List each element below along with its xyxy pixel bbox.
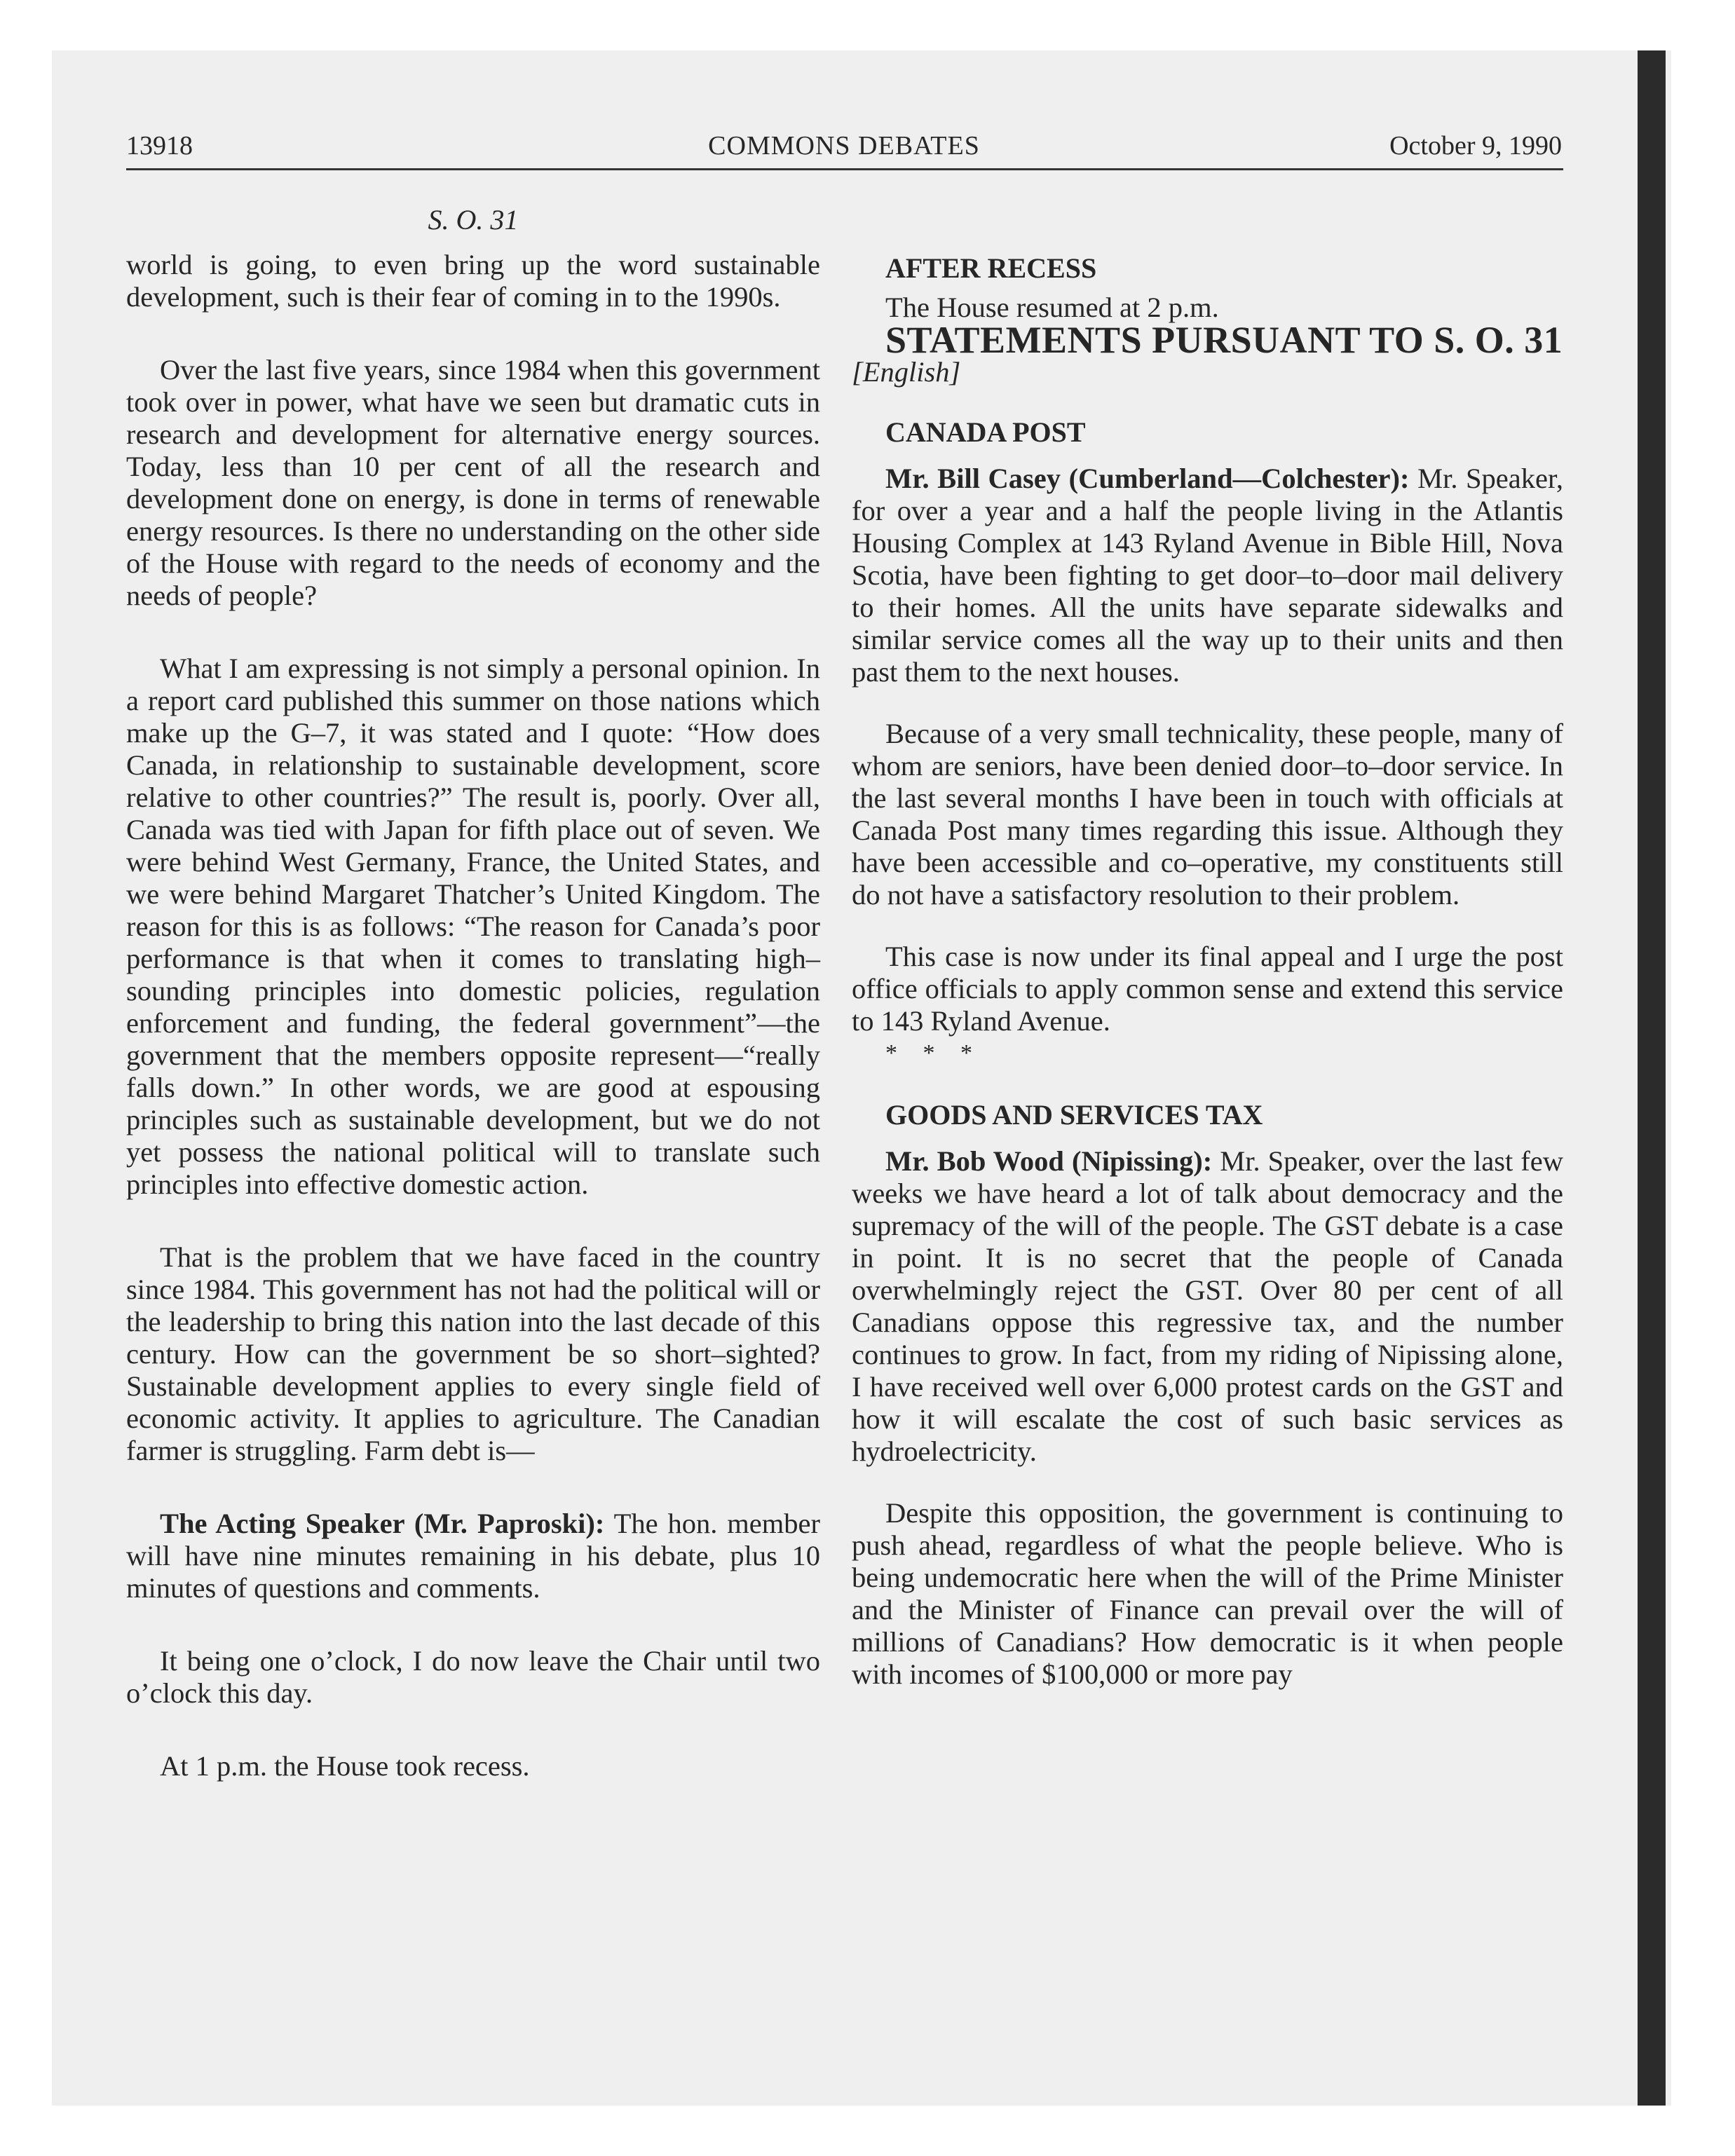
page-number: 13918 xyxy=(126,131,193,161)
section-label: S. O. 31 xyxy=(428,204,519,236)
paragraph-text: The hon. member will have nine minutes remaining in his debate, plus 10 minutes of questions and comments. xyxy=(126,1508,820,1604)
header-rule xyxy=(126,168,1563,170)
publication-title: COMMONS DEBATES xyxy=(708,131,980,161)
page-date: October 9, 1990 xyxy=(1389,131,1562,161)
paragraph xyxy=(852,463,1563,688)
language-label: [English] xyxy=(852,356,961,388)
paragraph xyxy=(126,1508,820,1604)
heading-statements: STATEMENTS PURSUANT TO S. O. 31 xyxy=(885,319,1563,361)
section-separator: * * * xyxy=(885,1040,982,1066)
paragraph: It being one o’clock, I do now leave the Chair until two o’clock this day. xyxy=(126,1645,820,1709)
heading-gst: GOODS AND SERVICES TAX xyxy=(885,1099,1263,1131)
paragraph: That is the problem that we have faced in the country since 1984. This government has not had the political will or the leadership to bring this nation into the last decade of this century. How can the government be so short–sighted? Sustainable development applies to every single field of economic activity. It applies to agriculture. The Canadian farmer is struggling. Farm debt is— xyxy=(126,1241,820,1466)
paragraph: At 1 p.m. the House took recess. xyxy=(160,1750,530,1782)
scan-edge-bar xyxy=(1638,50,1666,2106)
paragraph: Because of a very small technicality, these people, many of whom are seniors, have been denied door–to–door service. In the last several months I have been in touch with officials at Canada Post many times regarding this issue. Although they have been accessible and co–operative, my constituents still do not have a satisfactory resolution to their problem. xyxy=(852,718,1563,910)
paragraph xyxy=(852,1145,1563,1468)
paragraph-text: Mr. Speaker, over the last few weeks we have heard a lot of talk about democracy and the supremacy of the will of the people. The GST debate is a case in point. It is no secret that the people of Canada overwhelmingly reject the GST. Over 80 per cent of all Canadians oppose this regressive tax, and the number continues to grow. In fact, from my riding of Nipissing alone, I have received well over 6,000 protest cards on the GST and how it will escalate the cost of such basic services as hydroelectricity. xyxy=(852,1145,1563,1467)
paragraph: This case is now under its final appeal and I urge the post office officials to apply common sense and extend this service to 143 Ryland Avenue. xyxy=(852,941,1563,1037)
paragraph: What I am expressing is not simply a personal opinion. In a report card published this summer on those nations which make up the G–7, it was stated and I quote: “How does Canada, in relationship to sustainable development, score relative to other countries?” The result is, poorly. Over all, Canada was tied with Japan for fifth place out of seven. We were behind West Germany, France, the United States, and we were behind Margaret Thatcher’s United Kingdom. The reason for this is as follows: “The reason for Canada’s poor performance is that when it comes to translating high–sounding principles into domestic policies, regulation enforcement and funding, the federal government”—the government that the members opposite represent—“really falls down.” In other words, we are good at espousing principles such as sustainable development, but we do not yet possess the national political will to translate such principles into effective domestic action. xyxy=(126,653,820,1200)
paragraph: Despite this opposition, the government is continuing to push ahead, regardless of what the people believe. Who is being undemocratic here when the will of the Prime Minister and the Minister of Finance can prevail over the will of millions of Canadians? How democratic is it when people with incomes of $100,000 or more pay xyxy=(852,1497,1563,1690)
paragraph-text: Mr. Speaker, for over a year and a half the people living in the Atlantis Housing Complex at 143 Ryland Avenue in Bible Hill, Nova Scotia, have been fighting to get door–to–door mail delivery to their homes. All the units have separate sidewalks and similar service comes all the way up to their units and then past them to the next houses. xyxy=(852,463,1563,688)
paragraph: The House resumed at 2 p.m. xyxy=(885,292,1219,323)
page-header xyxy=(126,130,1562,167)
speaker-name: The Acting Speaker (Mr. Paproski): xyxy=(160,1508,605,1539)
paragraph: Over the last five years, since 1984 when this government took over in power, what have we seen but dramatic cuts in research and development for alternative energy sources. Today, less than 10 per cent of all the research and development done on energy, is done in terms of renewable energy resources. Is there no understanding on the other side of the House with regard to the needs of economy and the needs of people? xyxy=(126,354,820,611)
paragraph: world is going, to even bring up the word sustainable development, such is their fear of coming in to the 1990s. xyxy=(126,249,820,313)
heading-after-recess: AFTER RECESS xyxy=(885,252,1097,284)
speaker-name: Mr. Bill Casey (Cumberland—Colchester): xyxy=(885,463,1410,494)
left-column xyxy=(126,249,820,1782)
speaker-name: Mr. Bob Wood (Nipissing): xyxy=(885,1145,1213,1177)
heading-canada-post: CANADA POST xyxy=(885,416,1086,448)
right-column xyxy=(852,252,1563,1691)
